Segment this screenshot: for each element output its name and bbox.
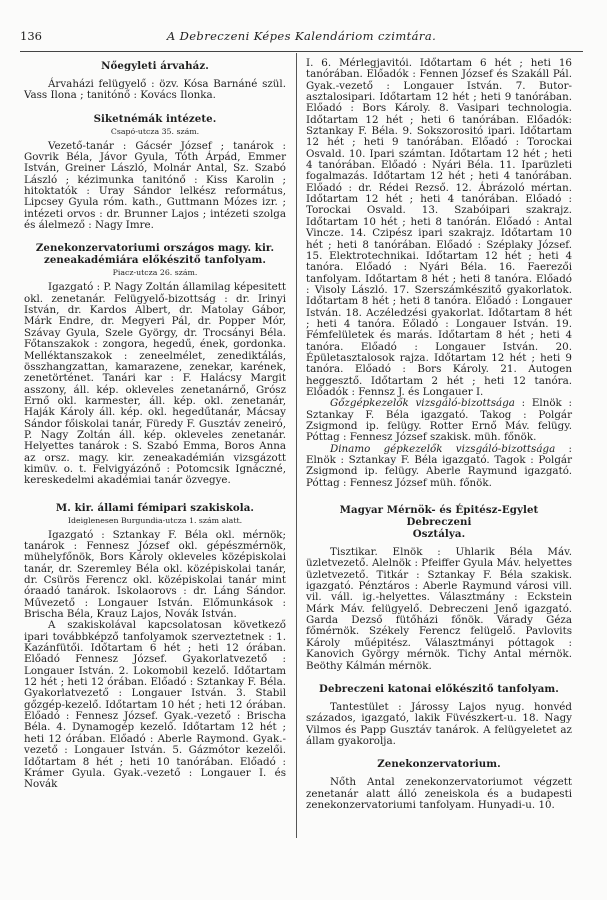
- section-body: Tisztikar. Elnök : Uhlarik Béla Máv. üzletvezető. Alelnök : Pfeiffer Gyula Máv. helyettes üzletvezető. Titkár : Sztankay F. Béla szakisk. igazgató. Pénztáros : Aberle Raymund városi vill. vil. váll. ig.-helyettes. Választmány : Eckstein Márk Máv. felügyelő. Debreczeni Jenő igazgató. Garda Dezső fütőházi főnök. Várady Géza főmérnök. Székely Ferencz felügelő. Pavlovits Károly műépitész. Választmányi póttagok : Kanovich György mérnök. Tichy Antal mérnök. Beöthy Kálmán mérnök.: [306, 546, 572, 672]
- section-body: Árvaházi felügyelő : özv. Kósa Barnáné szül. Vass Ilona ; tanitónő : Kovács Ilonka.: [24, 78, 286, 102]
- board-dinamo: [306, 444, 572, 489]
- section-body: Vezető-tanár : Gácsér József ; tanárok : Govrik Béla, Jávor Gyula, Tóth Árpád, Emmer István, Greiner László, Molnár Antal, Sz. Szabó László ; kézimunka tanitónő : Kiss Karolin ; hitoktatók : Uray Sándor lelkész református, Lipcsey Gyula róm. kath., Guttmann Mózes izr. ; intézeti orvos : dr. Brunner Lajos ; intézeti szolga és álelmező : Nagy Imre.: [24, 139, 286, 232]
- section-noegyleti-arvahaz: [24, 60, 286, 102]
- section-siketnemak-intezete: [24, 113, 286, 232]
- running-title: A Debreczeni Képes Kalendáriom czimtára.: [166, 29, 437, 43]
- section-title-line2: Osztálya.: [412, 528, 466, 541]
- section-body: Tantestület : Járossy Lajos nyug. honvéd százados, igazgató, lakik Füvészkert-u. 18. Nagy Vilmos és Papp Gusztáv tanárok. A felügyeletet az állam gyakorolja.: [306, 700, 572, 747]
- right-column: [306, 58, 572, 811]
- courses-continuation: I. 6. Mérlegjavitói. Időtartam 6 hét ; heti 16 tanórában. Előadók : Fennen József és Szakáll Pál. Gyak.-vezető : Longauer István. 7. Butor-asztalosipari. Időtartam 12 hét ; heti 9 tanórában. Előadó : Bors Károly. 8. Vasipari technologia. Időtartam 12 hét ; heti 6 tanórában. Előadók: Sztankay F. Béla. 9. Sokszorositó ipari. Időtartam 12 hét ; heti 9 tanórában. Előadó : Torockai Osvald. 10. Ipari számtan. Időtartam 12 hét ; heti 4 tanórában. Előadó : Nyári Béla. 11. Iparüzleti fogalmazás. Időtartam 12 hét ; heti 4 tanórában. Előadó : dr. Rédei Rezső. 12. Ábrázoló mértan. Időtartam 12 hét ; heti 4 tanórában. Előadó : Torockai Osvald. 13. Szabóipari szakrajz. Időtartam 10 hét ; heti 8 tanórán. Előadó : Antal Vincze. 14. Czipész ipari szakrajz. Időtartam 10 hét ; heti 8 tanórában. Előadó : Széplaky József. 15. Elektrotechnikai. Időtartam 12 hét ; heti 4 tanóra. Előadó : Nyári Béla. 16. Faerezői tanfolyam. Időtartam 8 hét ; heti 8 tanóra. Előadó : Visoly László. 17. Szerszámkészitő gyakorlatok. Időtartam 8 hét ; heti 8 tanóra. Előadó : Longauer István. 18. Aczéledzési gyakorlat. Időtartam 8 hét ; heti 4 tanóra. Eőladó : Longauer István. 19. Fémfelületek és marás. Időtartam 8 hét ; heti 4 tanóra. Előadó : Longauer István. 20. Épületasztalosok rajza. Időtartam 12 hét ; heti 9 tanóra. Előadó : Bors Károly. 21. Autogen heggesztő. Időtartam 2 hét ; heti 12 tanóra. Előadók : Fennsz J. és Longauer I.: [306, 57, 572, 398]
- board-body: : Elnök : Sztankay F. Béla igazgató. Tagok : Polgár Zsigmond ip. felügy. Aberle Raymund igazgató. Póttag : Fennesz József müh. főnök.: [306, 442, 572, 489]
- column-divider: [296, 53, 297, 838]
- section-katonai-tanfolyam: [306, 683, 572, 747]
- board-gozgepkezelok: [306, 398, 572, 443]
- section-title-line1: Zenekonzervatoriumi országos magy. kir.: [35, 242, 275, 255]
- section-zenekonzervatoriumi-tanfolyam: [24, 242, 286, 486]
- left-column: [24, 60, 286, 791]
- section-mernok-egylet: [306, 504, 572, 672]
- section-address: Piacz-utcza 26. szám.: [112, 268, 198, 278]
- section-title: Siketnémák intézete.: [93, 112, 217, 125]
- section-title: Debreczeni katonai előkészitő tanfolyam.: [319, 682, 559, 695]
- section-title-line2: zeneakadémiára előkészitő tanfolyam.: [43, 254, 267, 267]
- section-title-line1: Magyar Mérnök- és Épitész-Egylet Debreczeni: [339, 504, 539, 529]
- board-title: Dinamo gépkezelők vizsgáló-bizottsága: [330, 442, 556, 455]
- section-zenekonzervatorium: [306, 758, 572, 811]
- section-title: Zenekonzervatorium.: [377, 758, 501, 771]
- section-title: M. kir. állami fémipari szakiskola.: [55, 501, 255, 514]
- section-femipari-szakiskola: [24, 502, 286, 791]
- board-title: Gőzgépkezelők vizsgáló-bizottsága: [330, 397, 515, 410]
- section-body: Igazgató : P. Nagy Zoltán államilag képesitett okl. zenetanár. Felügyelő-bizottság : dr. Irinyi István, dr. Kardos Albert, dr. Matolay Gábor, Márk Endre, dr. Megyeri Pál, dr. Popper Mór, Szávay Gyula, Szele György, dr. Trocsányi Béla. Főtanszakok : zongora, hegedű, ének, gordonka. Melléktanszakok : zeneelmélet, zenediktálás, összhangzattan, kamarazene, zenekar, karének, zenetörténet. Tanári kar : F. Halácsy Margit asszony, áll. kép. okleveles zenetanárnő, Grósz Ernő okl. karmester, áll. kép. okl. zenetanár, Haják Károly áll. kép. okl. hegedűtanár, Mácsay Sándor főiskolai tanár, Füredy F. Gusztáv zeneiró, P. Nagy Zoltán áll. kép. okleveles zenetanár. Helyettes tanárok : S. Szabó Emma, Boros Anna az orsz. magy. kir. zeneakadémián vizsgázott kimüv. o. t. Felvigyázónő : Potomcsik Ignáczné, kereskedelmi akadémiai tanár özvegye.: [24, 281, 286, 487]
- page-header: [20, 29, 583, 47]
- board-body: : Elnök : Sztankay F. Béla igazgató. Takog : Polgár Zsigmond ip. felügy. Rotter Ernő Máv. felügy. Póttag : Fennesz József szakisk. müh. főnök.: [306, 397, 572, 444]
- section-body: Nőth Antal zenekonzervatoriumot végzett zenetanár alatt álló zeneiskola és a budapesti zenekonzervatoriumi tanfolyam. Hunyadi-u. 10.: [306, 776, 572, 811]
- section-body-courses: A szakiskolával kapcsolatosan következő ipari továbbképző tanfolyamok szerveztetnek : 1. Kazánfütői. Időtartam 6 hét ; heti 12 órában. Előadó Fennesz József. Gyakorlatvezető : Longauer István. 2. Lokomobil kezelő. Időtartam 12 hét ; heti 12 órában. Előadó : Sztankay F. Béla. Gyakorlatvezető : Longauer István. 3. Stabil gőzgép-kezelő. Időtartam 10 hét ; heti 12 órában. Előadó : Fennesz József. Gyak.-vezető : Brischa Béla. 4. Dynamogép kezelő. Időtartam 12 hét ; heti 12 órában. Előadó : Aberle Raymond. Gyak.-vezető : Longauer István. 5. Gázmótor kezelői. Időtartam 8 hét ; heti 10 tanórában. Előadó : Krámer Gyula. Gyak.-vezető : Longauer I. és Novák: [24, 619, 286, 791]
- section-address: Ideiglenesen Burgundia-utcza 1. szám alatt.: [67, 515, 243, 525]
- page-number: 136: [20, 29, 42, 43]
- section-address: Csapó-utcza 35. szám.: [110, 126, 200, 136]
- section-title: Nőegyleti árvaház.: [101, 60, 209, 72]
- section-body: Igazgató : Sztankay F. Béla okl. mérnök; tanárok : Fennesz József okl. gépészmérnök, mühelyfőnök, Bors Károly okleveles középiskolai tanár, dr. Szeremley Béla okl. középiskolai tanár, dr. Csürös Ferencz okl. középiskolai tanár mint óraadó tanárok. Iskolaorovs : dr. Láng Sándor. Művezető : Longauer István. Előmunkások : Brischa Béla, Krauz Lajos, Novák István.: [24, 528, 286, 621]
- header-rule: [20, 51, 583, 52]
